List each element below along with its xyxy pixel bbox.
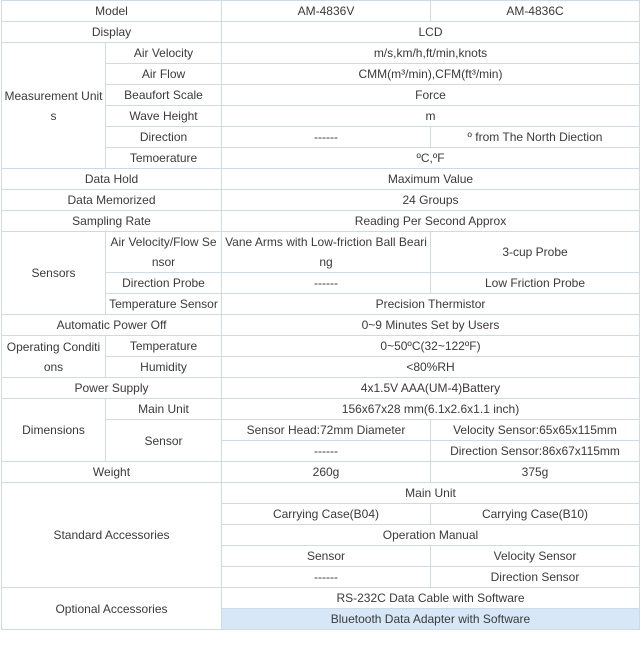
dimensions-label: Dimensions (2, 399, 106, 462)
opt-rs232: RS-232C Data Cable with Software (222, 588, 640, 609)
auto-power-off-label: Automatic Power Off (2, 315, 222, 336)
air-velocity-label: Air Velocity (106, 43, 222, 64)
row-std-main-unit (2, 483, 640, 504)
dimensions-main-label: Main Unit (106, 399, 222, 420)
row-weight (2, 462, 640, 483)
sampling-rate-label: Sampling Rate (2, 211, 222, 232)
std-manual: Operation Manual (222, 525, 640, 546)
power-supply-label: Power Supply (2, 378, 222, 399)
row-air-velocity (2, 43, 640, 64)
standard-accessories-label: Standard Accessories (2, 483, 222, 588)
direction-label: Direction (106, 127, 222, 148)
air-velocity-sensor-label: Air Velocity/Flow Sensor (106, 232, 222, 273)
direction-value-a: ------ (222, 127, 431, 148)
direction-probe-value-a: ------ (222, 273, 431, 294)
temperature-unit-value: ºC,ºF (222, 148, 640, 169)
humidity-value: <80%RH (222, 357, 640, 378)
std-case-b: Carrying Case(B10) (431, 504, 640, 525)
row-opt-rs232 (2, 588, 640, 609)
std-main-unit: Main Unit (222, 483, 640, 504)
row-model (2, 1, 640, 22)
weight-value-a: 260g (222, 462, 431, 483)
display-value: LCD (222, 22, 640, 43)
beaufort-value: Force (222, 85, 640, 106)
data-memorized-label: Data Memorized (2, 190, 222, 211)
dimensions-sensor-value-b2: Direction Sensor:86x67x115mm (431, 441, 640, 462)
dimensions-sensor-value-a1: Sensor Head:72mm Diameter (222, 420, 431, 441)
model-b: AM-4836C (431, 1, 640, 22)
row-data-hold (2, 169, 640, 190)
std-sensor-a: Sensor (222, 546, 431, 567)
dimensions-main-value: 156x67x28 mm(6.1x2.6x1.1 inch) (222, 399, 640, 420)
row-sampling-rate (2, 211, 640, 232)
measurement-units-label: Measurement Units (2, 43, 106, 169)
data-memorized-value: 24 Groups (222, 190, 640, 211)
sampling-rate-value: Reading Per Second Approx (222, 211, 640, 232)
direction-probe-value-b: Low Friction Probe (431, 273, 640, 294)
std-sensor-b: Velocity Sensor (431, 546, 640, 567)
operating-conditions-label: Operating Conditions (2, 336, 106, 378)
row-dimensions-main (2, 399, 640, 420)
data-hold-value: Maximum Value (222, 169, 640, 190)
air-flow-label: Air Flow (106, 64, 222, 85)
air-flow-value: CMM(m³/min),CFM(ft³/min) (222, 64, 640, 85)
row-auto-power-off (2, 315, 640, 336)
humidity-label: Humidity (106, 357, 222, 378)
operating-temperature-value: 0~50ºC(32~122ºF) (222, 336, 640, 357)
direction-value-b: º from The North Diection (431, 127, 640, 148)
temperature-unit-label: Temoerature (106, 148, 222, 169)
row-display (2, 22, 640, 43)
sensors-label: Sensors (2, 232, 106, 315)
temperature-sensor-label: Temperature Sensor (106, 294, 222, 315)
data-hold-label: Data Hold (2, 169, 222, 190)
std-dash-a: ------ (222, 567, 431, 588)
model-label: Model (2, 1, 222, 22)
weight-value-b: 375g (431, 462, 640, 483)
weight-label: Weight (2, 462, 222, 483)
row-power-supply (2, 378, 640, 399)
direction-probe-label: Direction Probe (106, 273, 222, 294)
air-velocity-sensor-value-b: 3-cup Probe (431, 232, 640, 273)
dimensions-sensor-value-b1: Velocity Sensor:65x65x115mm (431, 420, 640, 441)
std-direction-sensor-b: Direction Sensor (431, 567, 640, 588)
air-velocity-value: m/s,km/h,ft/min,knots (222, 43, 640, 64)
row-operating-temperature (2, 336, 640, 357)
wave-height-value: m (222, 106, 640, 127)
dimensions-sensor-label: Sensor (106, 420, 222, 462)
beaufort-label: Beaufort Scale (106, 85, 222, 106)
temperature-sensor-value: Precision Thermistor (222, 294, 640, 315)
dimensions-sensor-value-a2: ------ (222, 441, 431, 462)
row-air-velocity-sensor (2, 232, 640, 273)
std-case-a: Carrying Case(B04) (222, 504, 431, 525)
row-data-memorized (2, 190, 640, 211)
auto-power-off-value: 0~9 Minutes Set by Users (222, 315, 640, 336)
opt-bluetooth: Bluetooth Data Adapter with Software (222, 609, 640, 630)
model-a: AM-4836V (222, 1, 431, 22)
optional-accessories-label: Optional Accessories (2, 588, 222, 630)
air-velocity-sensor-value-a: Vane Arms with Low-friction Ball Bearing (222, 232, 431, 273)
display-label: Display (2, 22, 222, 43)
spec-table (1, 0, 640, 630)
power-supply-value: 4x1.5V AAA(UM-4)Battery (222, 378, 640, 399)
operating-temperature-label: Temperature (106, 336, 222, 357)
wave-height-label: Wave Height (106, 106, 222, 127)
